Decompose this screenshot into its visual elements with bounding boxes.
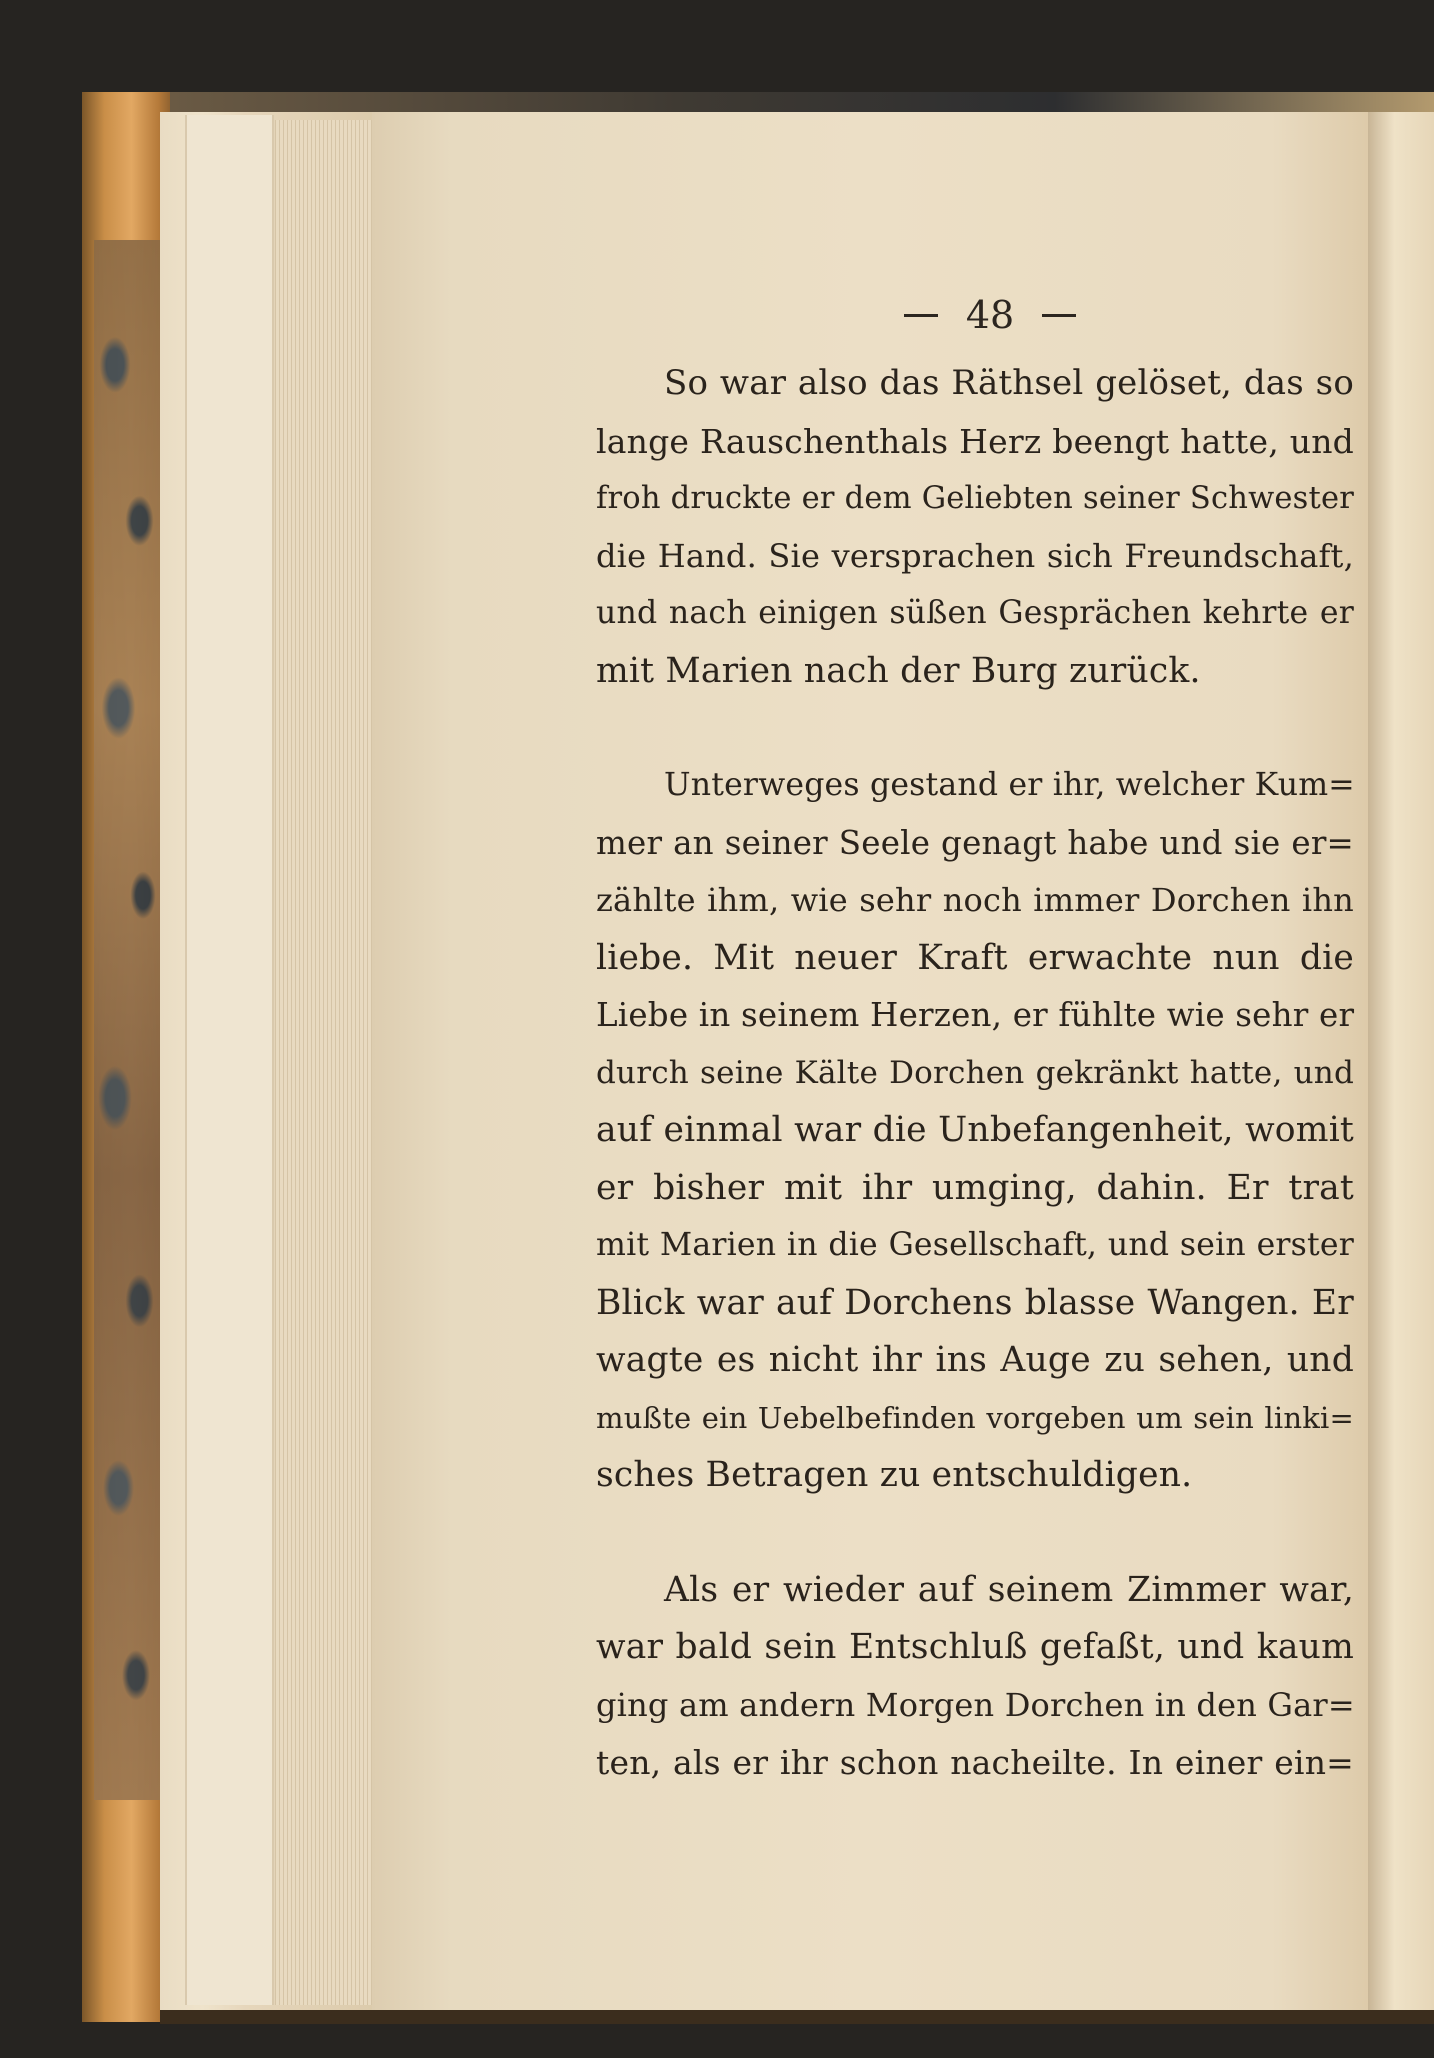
text-line: Unterweges gestand er ihr, welcher Kum= bbox=[664, 767, 1355, 803]
text-line: So war also das Räthsel gelöset, das so bbox=[664, 363, 1354, 403]
next-page-edge bbox=[1368, 112, 1434, 2017]
header-dash-left bbox=[904, 314, 938, 317]
text-line: mer an seiner Seele genagt habe und sie er= bbox=[596, 823, 1354, 862]
page-number: 48 bbox=[965, 293, 1015, 337]
text-line: die Hand. Sie versprachen sich Freundschaft, bbox=[596, 536, 1354, 575]
paragraph-3 bbox=[596, 1562, 1354, 1792]
text-line: durch seine Kälte Dorchen gekränkt hatte, und bbox=[596, 1054, 1354, 1091]
text-line: und nach einigen süßen Gesprächen kehrte er bbox=[596, 595, 1354, 631]
book-bottom-edge bbox=[160, 2010, 1434, 2024]
marbled-board bbox=[94, 240, 164, 1800]
text-line: ging am andern Morgen Dorchen in den Gar= bbox=[596, 1685, 1355, 1724]
text-line: sches Betragen zu entschuldigen. bbox=[596, 1455, 1193, 1495]
text-line: wagte es nicht ihr ins Auge zu sehen, und bbox=[596, 1340, 1354, 1380]
page-header bbox=[860, 285, 1120, 345]
header-dash-right bbox=[1042, 314, 1076, 317]
text-line: liebe. Mit neuer Kraft erwachte nun die bbox=[596, 937, 1354, 978]
text-line: Blick war auf Dorchens blasse Wangen. Er bbox=[596, 1282, 1354, 1323]
text-line: froh druckte er dem Geliebten seiner Schwester bbox=[596, 481, 1354, 516]
text-line: er bisher mit ihr umging, dahin. Er trat bbox=[596, 1167, 1354, 1208]
text-line: lange Rauschenthals Herz beengt hatte, und bbox=[596, 421, 1354, 461]
page-stack-lines bbox=[275, 120, 375, 2005]
text-line: war bald sein Entschluß gefaßt, und kaum bbox=[596, 1627, 1354, 1667]
inserted-slip bbox=[185, 115, 274, 2005]
text-line: Liebe in seinem Herzen, er fühlte wie sehr er bbox=[596, 996, 1355, 1034]
text-line: Als er wieder auf seinem Zimmer war, bbox=[664, 1569, 1354, 1610]
text-line: ten, als er ihr schon nacheilte. In einer ein= bbox=[596, 1743, 1354, 1782]
text-line: mußte ein Uebelbefinden vorgeben um sein linki= bbox=[596, 1400, 1354, 1435]
text-line: mit Marien in die Gesellschaft, und sein erster bbox=[596, 1227, 1354, 1263]
paragraph-2 bbox=[596, 757, 1354, 1505]
text-line: auf einmal war die Unbefangenheit, womit bbox=[596, 1110, 1354, 1150]
page-body-text bbox=[596, 355, 1354, 1849]
text-line: zählte ihm, wie sehr noch immer Dorchen ihn bbox=[596, 881, 1354, 919]
paragraph-1 bbox=[596, 355, 1354, 700]
text-line: mit Marien nach der Burg zurück. bbox=[596, 650, 1201, 691]
